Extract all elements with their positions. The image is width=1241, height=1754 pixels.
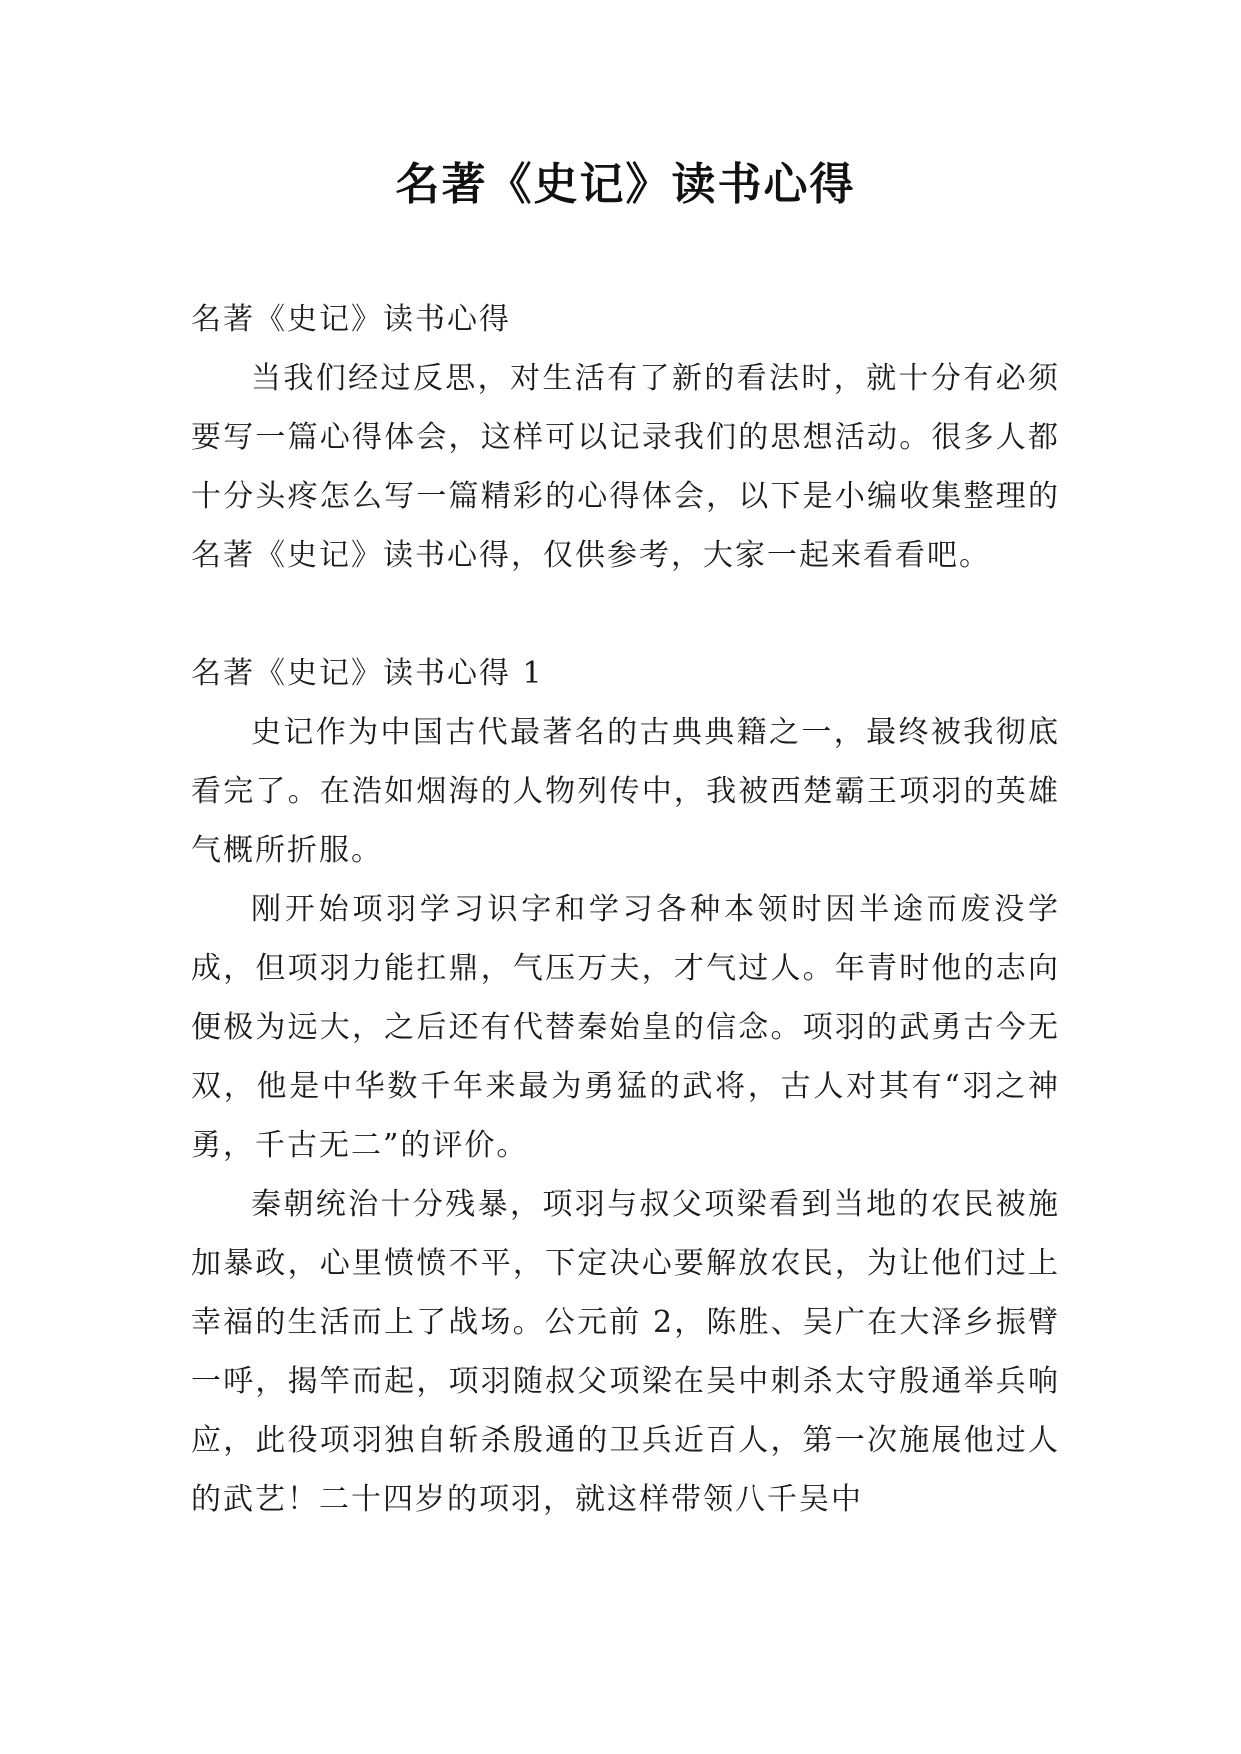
document-body (191, 0, 1060, 1529)
document-title: 名著《史记》读书心得 (395, 159, 856, 210)
body-paragraph: 史记作为中国古代最著名的古典典籍之一，最终被我彻底看完了。在浩如烟海的人物列传中，我被西楚霸王项羽的英雄气概所折服。 (191, 715, 1060, 868)
section-heading: 名著《史记》读书心得 1 (191, 656, 544, 691)
intro-paragraph: 当我们经过反思，对生活有了新的看法时，就十分有必须要写一篇心得体会，这样可以记录我们的思想活动。很多人都十分头疼怎么写一篇精彩的心得体会，以下是小编收集整理的名著《史记》读书心得，仅供参考，大家一起来看看吧。 (191, 361, 1060, 573)
body-paragraph: 秦朝统治十分残暴，项羽与叔父项梁看到当地的农民被施加暴政，心里愤愤不平，下定决心要解放农民，为让他们过上幸福的生活而上了战场。公元前 2，陈胜、吴广在大泽乡振臂一呼，揭竿而起，项羽随叔父项梁在吴中刺杀太守殷通举兵响应，此役项羽独自斩杀殷通的卫兵近百人，第一次施展他过人的武艺！二十四岁的项羽，就这样带领八千吴中 (191, 1187, 1060, 1517)
document-subtitle: 名著《史记》读书心得 (191, 302, 511, 337)
body-paragraph: 刚开始项羽学习识字和学习各种本领时因半途而废没学成，但项羽力能扛鼎，气压万夫，才气过人。年青时他的志向便极为远大，之后还有代替秦始皇的信念。项羽的武勇古今无双，他是中华数千年来最为勇猛的武将，古人对其有“羽之神勇，千古无二”的评价。 (191, 892, 1060, 1163)
